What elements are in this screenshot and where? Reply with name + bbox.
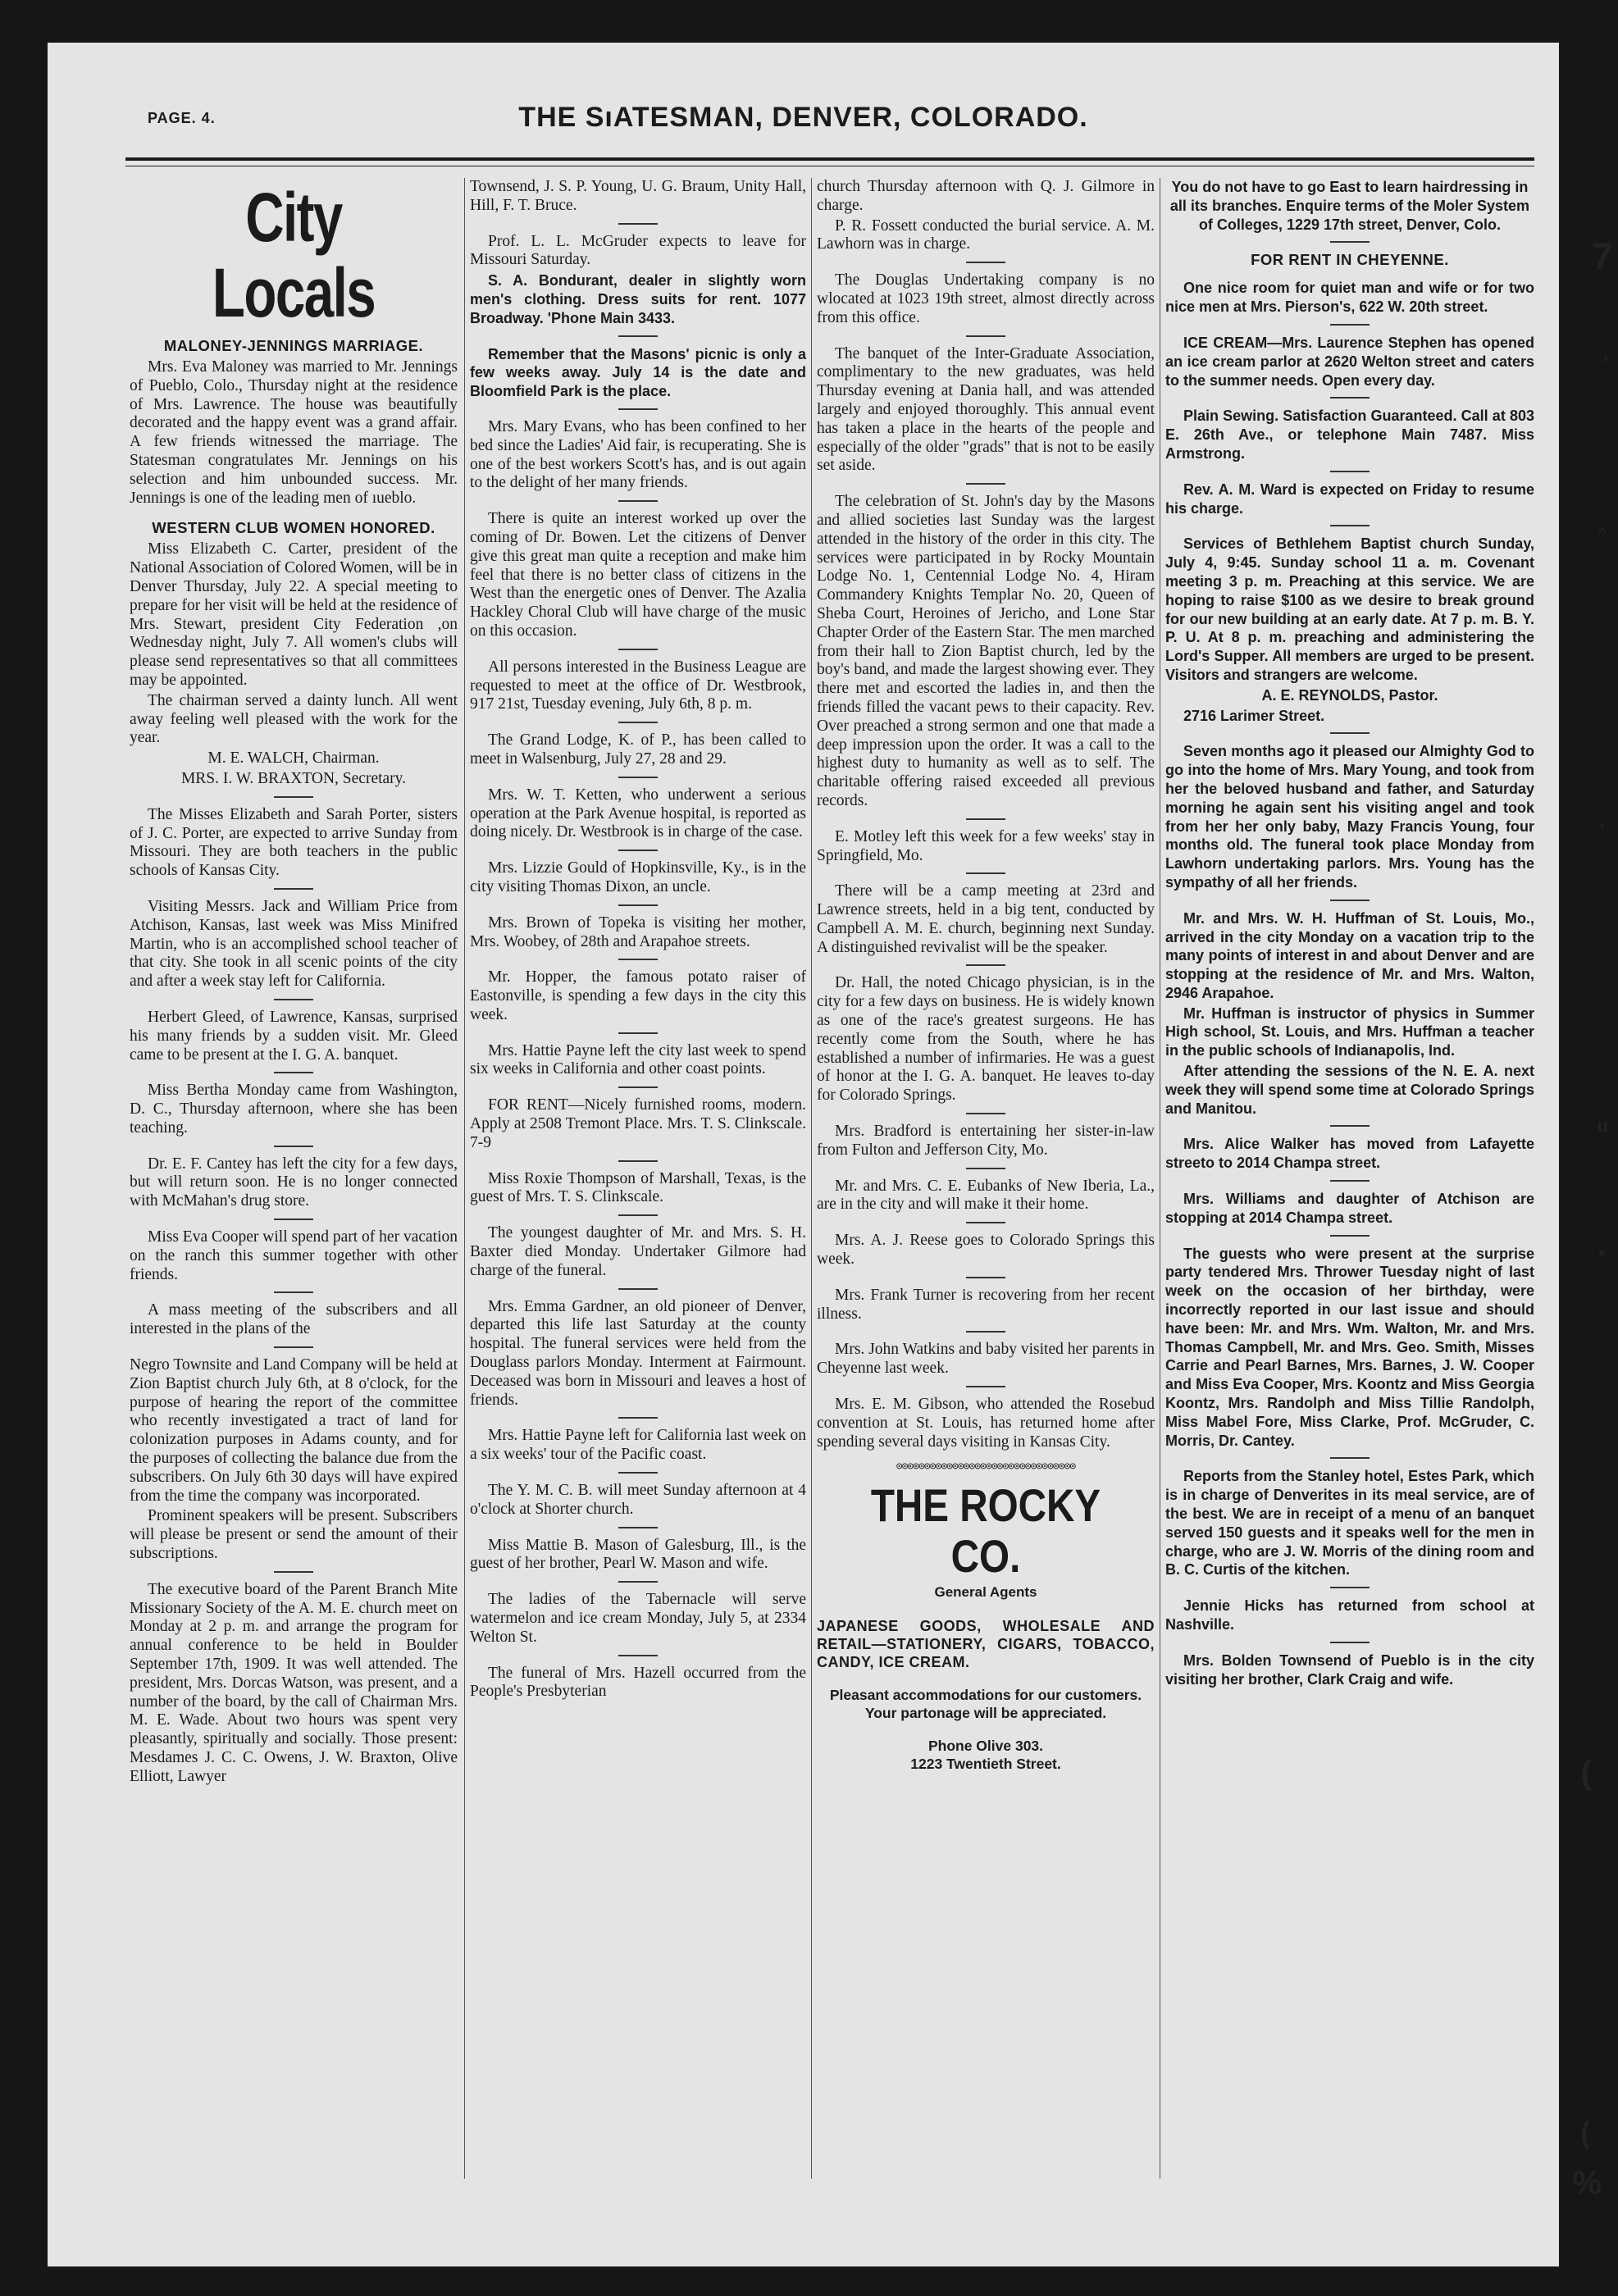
signature: MRS. I. W. BRAXTON, Secretary.: [180, 769, 407, 787]
edge-mark: (: [1580, 1755, 1592, 1791]
separator: [1330, 1457, 1370, 1459]
article-paragraph: Miss Eva Cooper will spend part of her vacation on the ranch this summer together with other friends.: [130, 1228, 458, 1283]
article-paragraph: Mrs. E. M. Gibson, who attended the Rosebud convention at St. Louis, has returned home after spending several days visiting in Kansas City.: [817, 1396, 1155, 1451]
separator: [618, 223, 658, 225]
article-paragraph: Negro Townsite and Land Company will be held at Zion Baptist church July 6th, at 8 o'clock, for the purpose of hearing the report of the committee who recently investigated a tract of land for colonization purposes in Adams county, and for the purposes of collecting the balance due from the subscribers. On July 6th 30 days will have expired from the time the company was incorporated.: [130, 1356, 458, 1505]
edge-mark: %: [1572, 2165, 1602, 2201]
advertisement: You do not have to go East to learn hairdressing in all its branches. Enquire terms of the Moler System of Colleges, 1229 17th street, Denver, Colo.: [1169, 179, 1530, 233]
article-paragraph: P. R. Fossett conducted the burial service. A. M. Lawhorn was in charge.: [817, 216, 1155, 253]
signature: A. E. REYNOLDS, Pastor.: [1261, 686, 1438, 704]
article-subhead: MALONEY-JENNINGS MARRIAGE.: [163, 337, 424, 354]
article-paragraph: Mr. and Mrs. C. E. Eubanks of New Iberia, La., are in the city and will make it their home.: [817, 1177, 1155, 1214]
article-paragraph: Mr. Huffman is instructor of physics in Summer High school, St. Louis, and Mrs. Huffman a teacher in the public schools of Indianapolis, Ind.: [1165, 1004, 1534, 1059]
article-paragraph: The chairman served a dainty lunch. All went away feeling well pleased with the work for the year.: [130, 691, 458, 747]
separator: [966, 1113, 1005, 1114]
article-paragraph: Mrs. Emma Gardner, an old pioneer of Denver, departed this life last Saturday at the county hospital. The funeral services were held from the Douglass parlors Monday. Interment at Fairmount. Deceased was born in Missouri and leaves a host of friends.: [470, 1297, 806, 1409]
separator: [618, 1527, 658, 1528]
rocky-co-advertisement: [817, 1458, 1155, 1773]
classified-ad: One nice room for quiet man and wife or for two nice men at Mrs. Pierson's, 622 W. 20th street.: [1165, 280, 1534, 316]
article-paragraph: church Thursday afternoon with Q. J. Gilmore in charge.: [817, 178, 1155, 214]
article-paragraph: Townsend, J. S. P. Young, U. G. Braum, Unity Hall, Hill, F. T. Bruce.: [470, 178, 806, 214]
article-subhead: WESTERN CLUB WOMEN HONORED.: [152, 519, 435, 537]
separator: [618, 1086, 658, 1088]
article-paragraph: The executive board of the Parent Branch Mite Missionary Society of the A. M. E. church meet on Monday at 2 p. m. and arrange the program for annual conference to be held in Boulder September 17th, 1909. It was well attended. The president, Mrs. Dorcas Watson, was present, and a number of the board, by the call of Chairman Mrs. M. E. Wade. About two hours was spent very pleasantly, spiritually and socially. Those present: Mesdames J. C. C. Owens, J. W. Braxton, Olive Elliott, Lawyer: [130, 1580, 458, 1785]
separator: [618, 904, 658, 906]
separator: [274, 1146, 313, 1147]
article-paragraph: E. Motley left this week for a few weeks' stay in Springfield, Mo.: [817, 827, 1155, 864]
ad-subtitle: General Agents: [934, 1584, 1037, 1601]
article-paragraph: Herbert Gleed, of Lawrence, Kansas, surprised his many friends by a sudden visit. Mr. Gleed came to be present at the I. G. A. banquet.: [130, 1008, 458, 1064]
article-paragraph: Miss Roxie Thompson of Marshall, Texas, is the guest of Mrs. T. S. Clinkscale.: [470, 1169, 806, 1206]
separator: [274, 1346, 313, 1348]
article-paragraph: Mrs. Bradford is entertaining her sister-in-law from Fulton and Jefferson City, Mo.: [817, 1123, 1155, 1159]
ad-title: THE ROCKY CO.: [870, 1479, 1101, 1583]
article-paragraph: Miss Mattie B. Mason of Galesburg, Ill., is the guest of her brother, Pearl W. Mason and wife.: [470, 1536, 806, 1573]
article-paragraph: Mrs. Frank Turner is recovering from her recent illness.: [817, 1286, 1155, 1323]
article-paragraph: Mrs. Alice Walker has moved from Lafayette streeto to 2014 Champa street.: [1165, 1136, 1534, 1172]
signature: 2716 Larimer Street.: [1183, 707, 1325, 724]
article-paragraph: The funeral of Mrs. Hazell occurred from the People's Presbyterian: [470, 1664, 806, 1701]
separator: [1330, 1642, 1370, 1643]
article-paragraph: Seven months ago it pleased our Almighty God to go into the home of Mrs. Mary Young, and took from her the beloved husband and father, and Saturday morning he again sent his visiting angel and took from her her only baby, Mazy Francis Young, four months old. The funeral took place Monday from Lawhorn undertaking parlors. Mrs. Young has the sympathy of all her friends.: [1165, 743, 1534, 891]
separator: [618, 1655, 658, 1656]
article-paragraph: A mass meeting of the subscribers and all interested in the plans of the: [130, 1301, 458, 1338]
article-paragraph: The Misses Elizabeth and Sarah Porter, sisters of J. C. Porter, are expected to arrive Sunday from Missouri. They are both teachers in the public schools of Kansas City.: [130, 805, 458, 880]
article-paragraph: The Y. M. C. B. will meet Sunday afternoon at 4 o'clock at Shorter church.: [470, 1482, 806, 1518]
article-paragraph: Mrs. Hattie Payne left for California last week on a six weeks' tour of the Pacific coast.: [470, 1427, 806, 1464]
edge-mark: ^: [1597, 525, 1607, 541]
article-subhead: FOR RENT IN CHEYENNE.: [1251, 251, 1449, 269]
separator: [618, 959, 658, 960]
article-paragraph: The guests who were present at the surprise party tendered Mrs. Thrower Tuesday night of last week on the occasion of her birthday, were incorrectly reported in our last issue and should have been: Mr. and Mrs. Wm. Walton, Mr. and Mrs. Thomas Campbell, Mr. and Mrs. Geo. Smith, Misses Carrie and Pearl Barnes, Mrs. Barnes, J. W. Cooper and Miss Eva Cooper, Mrs. Koontz and Miss Georgia Koontz, Mrs. Randolph and Miss Tillie Randolph, Miss Mabel Fore, Miss Clarke, Prof. McGruder, C. Morris, Dr. Cantey.: [1165, 1245, 1534, 1449]
separator: [274, 1219, 313, 1220]
separator: [966, 262, 1005, 263]
ad-address: 1223 Twentieth Street.: [910, 1756, 1061, 1773]
edge-mark: (: [1580, 2116, 1590, 2149]
article-paragraph: Mrs. Brown of Topeka is visiting her mother, Mrs. Woobey, of 28th and Arapahoe streets.: [470, 913, 806, 950]
masthead-rule-thick: [125, 157, 1534, 161]
separator: [966, 964, 1005, 966]
article-paragraph: Mrs. Williams and daughter of Atchison are stopping at 2014 Champa street.: [1165, 1191, 1534, 1226]
column-2: [470, 178, 806, 1703]
edge-mark: ‘: [1599, 820, 1605, 840]
article-paragraph: There will be a camp meeting at 23rd and Lawrence streets, held in a big tent, conducted by Campbell A. M. E. church, beginning next Sunday. A distinguished revivalist will be the speaker.: [817, 882, 1155, 956]
separator: [618, 1472, 658, 1474]
article-paragraph: After attending the sessions of the N. E. A. next week they will spend some time at Colorado Springs and Manitou.: [1165, 1063, 1534, 1117]
separator: [618, 722, 658, 723]
article-paragraph: Dr. E. F. Cantey has left the city for a few days, but will return soon. He is no longer connected with McMahan's drug store.: [130, 1155, 458, 1210]
column-3: [817, 178, 1155, 1773]
edge-mark: ‘: [1602, 353, 1608, 373]
separator: [618, 1288, 658, 1290]
separator: [966, 335, 1005, 337]
article-paragraph: Mrs. John Watkins and baby visited her parents in Cheyenne last week.: [817, 1341, 1155, 1378]
column-divider-1: [464, 178, 465, 2179]
article-paragraph: Mrs. Lizzie Gould of Hopkinsville, Ky., is in the city visiting Thomas Dixon, an uncle.: [470, 859, 806, 895]
separator: [1330, 397, 1370, 399]
separator: [966, 1277, 1005, 1278]
separator: [1330, 900, 1370, 901]
ad-phone: Phone Olive 303.: [928, 1738, 1044, 1755]
article-paragraph: Mrs. W. T. Ketten, who underwent a serious operation at the Park Avenue hospital, is reported as doing nicely. Dr. Westbrook is in charge of the case.: [470, 786, 806, 841]
separator: [274, 1072, 313, 1073]
separator: [966, 818, 1005, 820]
article-paragraph: Mrs. Mary Evans, who has been confined to her bed since the Ladies' Aid fair, is recuperating. She is one of the best workers Scott's has, and is out again to the delight of her many friends.: [470, 417, 806, 492]
separator: [618, 649, 658, 650]
article-paragraph: The celebration of St. John's day by the Masons and allied societies last Sunday was the largest attended in the history of the order in this city. The services were participated in by Rocky Mountain Lodge No. 1, Centennial Lodge No. 4, Hiram Commandery Knights Templar No. 20, Queen of Sheba Court, Heroines of Jericho, and Lone Star Chapter Order of the Eastern Star. The men marched from their hall to Zion Baptist church, led by the boy's band, and made the largest showing ever. They there met and escorted the ladies in, and then the friends filled the vacant pews to their capacity. Rev. Over preached a strong sermon and one that made a deep impression upon the order. It was a call to the highest duty to humanity as well as to self. The charitable offering raised exceeded all previous records.: [817, 493, 1155, 809]
article-paragraph: Services of Bethlehem Baptist church Sunday, July 4, 9:45. Sunday school 11 a. m. Covenant meeting 3 p. m. Preaching at this service. We are hoping to raise $100 as we desire to break ground for our new building at an early date. At 7 p. m. B. Y. P. U. At 8 p. m. preaching and administering the Lord's Supper. All members are urged to be present. Visitors and strangers are welcome.: [1165, 535, 1534, 683]
article-paragraph: Jennie Hicks has returned from school at Nashville.: [1165, 1597, 1534, 1633]
column-4: [1165, 178, 1534, 1690]
separator: [966, 1168, 1005, 1169]
edge-mark: u: [1597, 1115, 1608, 1136]
separator: [618, 1160, 658, 1162]
separator: [618, 850, 658, 851]
article-paragraph: Visiting Messrs. Jack and William Price from Atchison, Kansas, last week was Miss Minifred Martin, who is an accomplished school teacher of that city. She took in all scenic points of the city and after a week stay left for California.: [130, 897, 458, 991]
notice: Remember that the Masons' picnic is only a few weeks away. July 14 is the date and Bloomfield Park is the place.: [470, 345, 806, 400]
article-paragraph: Mrs. Hattie Payne left the city last week to spend six weeks in California and other coast points.: [470, 1041, 806, 1078]
article-paragraph: Rev. A. M. Ward is expected on Friday to resume his charge.: [1165, 481, 1534, 517]
article-paragraph: Dr. Hall, the noted Chicago physician, is in the city for a few days on business. He is widely known as one of the race's greatest surgeons. He has recently come from the South, where he has established a number of infirmaries. He was a guest of honor at the I. G. A. banquet. He leaves to-day for Colorado Springs.: [817, 974, 1155, 1105]
separator: [1330, 525, 1370, 526]
separator: [618, 1581, 658, 1583]
article-paragraph: Miss Bertha Monday came from Washington, D. C., Thursday afternoon, where she has been teaching.: [130, 1082, 458, 1137]
article-paragraph: Mr. Hopper, the famous potato raiser of Eastonville, is spending a few days in the city this week.: [470, 968, 806, 1023]
article-paragraph: The youngest daughter of Mr. and Mrs. S. H. Baxter died Monday. Undertaker Gilmore had charge of the funeral.: [470, 1224, 806, 1279]
separator: [618, 1032, 658, 1034]
separator: [1330, 1125, 1370, 1127]
newspaper-page: [48, 43, 1559, 2266]
separator: [966, 1331, 1005, 1332]
article-paragraph: The ladies of the Tabernacle will serve watermelon and ice cream Monday, July 5, at 2334 Welton St.: [470, 1591, 806, 1646]
column-divider-2: [811, 178, 812, 2179]
separator: [1330, 1587, 1370, 1588]
separator: [274, 999, 313, 1000]
article-paragraph: The Grand Lodge, K. of P., has been called to meet in Walsenburg, July 27, 28 and 29.: [470, 731, 806, 768]
signature: M. E. WALCH, Chairman.: [207, 749, 380, 768]
classified-ad: ICE CREAM—Mrs. Laurence Stephen has opened an ice cream parlor at 2620 Welton street and caters to the summer needs. Open every day.: [1165, 334, 1534, 389]
separator: [274, 796, 313, 798]
separator: [618, 408, 658, 410]
ad-accommodations: Pleasant accommodations for our customers. Your partonage will be appreciated.: [829, 1687, 1142, 1722]
classified-ad: FOR RENT—Nicely furnished rooms, modern. Apply at 2508 Tremont Place. Mrs. T. S. Clinkscale. 7-9: [470, 1096, 806, 1151]
article-paragraph: Mrs. Eva Maloney was married to Mr. Jennings of Pueblo, Colo., Thursday night at the residence of Mrs. Lawrence. The house was beautifully decorated and the happy event was a grand affair. A few friends witnessed the marriage. The Statesman congratulates Mr. Jennings on his selection and him unbounded success. Mr. Jennings is one of the leading men of ıueblo.: [130, 358, 458, 507]
separator: [1330, 1180, 1370, 1182]
column-1: [130, 178, 458, 1788]
article-paragraph: There is quite an interest worked up over the coming of Dr. Bowen. Let the citizens of Denver give this great man quite a reception and make him feel that there is no better class of citizens in the West than the energetic ones of Denver. The Azalia Hackley Choral Club will have charge of the music on this occasion.: [470, 510, 806, 640]
separator: [274, 1571, 313, 1573]
separator: [1330, 471, 1370, 472]
separator: [966, 1386, 1005, 1387]
separator: [1330, 241, 1370, 243]
separator: [274, 1292, 313, 1293]
section-heading: City Locals: [212, 179, 376, 331]
separator: [618, 335, 658, 337]
separator: [1330, 1235, 1370, 1237]
separator: [966, 1222, 1005, 1223]
separator: [618, 500, 658, 502]
article-paragraph: Miss Elizabeth C. Carter, president of the National Association of Colored Women, will be in Denver Thursday, July 22. A special meeting to prepare for her visit will be held at the residence of Mrs. Stewart, president City Federation ,on Wednesday night, July 7. All women's clubs will please send representatives so that all committees may be appointed.: [130, 540, 458, 689]
article-paragraph: All persons interested in the Business League are requested to meet at the office of Dr. Westbrook, 917 21st, Tuesday evening, July 6th, 8 p. m.: [470, 658, 806, 713]
separator: [618, 777, 658, 778]
edge-mark: •: [1598, 1242, 1605, 1263]
separator: [1330, 732, 1370, 734]
edge-mark: 7: [1592, 235, 1613, 277]
separator: [966, 872, 1005, 874]
article-paragraph: The banquet of the Inter-Graduate Association, complimentary to the new graduates, was held Thursday evening at Dania hall, and was attended largely and enjoyed thoroughly. This annual event has taken a place in the hearts of the people and especially of the older "grads" that is not to be easily set aside.: [817, 344, 1155, 475]
article-paragraph: Prof. L. L. McGruder expects to leave for Missouri Saturday.: [470, 232, 806, 269]
separator: [1330, 324, 1370, 326]
article-paragraph: Prominent speakers will be present. Subscribers will please be present or send the amount of their subscriptions.: [130, 1507, 458, 1563]
separator: [618, 1417, 658, 1419]
article-paragraph: Mr. and Mrs. W. H. Huffman of St. Louis, Mo., arrived in the city Monday on a vacation trip to the many points of interest in and about Denver and are stopping at the residence of Mr. and Mrs. Walton, 2946 Arapahoe.: [1165, 909, 1534, 1001]
masthead-title: THE SıATESMAN, DENVER, COLORADO.: [518, 102, 1088, 133]
separator: [274, 888, 313, 890]
page-number: PAGE. 4.: [148, 110, 216, 126]
advertisement: S. A. Bondurant, dealer in slightly worn men's clothing. Dress suits for rent. 1077 Broadway. 'Phone Main 3433.: [470, 272, 806, 326]
ad-border-ornament: ⊙⊙⊙⊙⊙⊙⊙⊙⊙⊙⊙⊙⊙⊙⊙⊙⊙⊙⊙⊙⊙⊙⊙⊙⊙⊙⊙⊙⊙⊙⊙⊙: [896, 1460, 1076, 1474]
article-paragraph: Mrs. A. J. Reese goes to Colorado Springs this week.: [817, 1232, 1155, 1269]
separator: [966, 483, 1005, 485]
article-paragraph: Reports from the Stanley hotel, Estes Park, which is in charge of Denverites in its meal service, are of the best. We are in receipt of a menu of an banquet served 150 guests and it speaks well for the men in charge, who are J. W. Morris of the dining room and B. C. Curtis of the kitchen.: [1165, 1468, 1534, 1578]
article-paragraph: The Douglas Undertaking company is no wlocated at 1023 19th street, almost directly across from this office.: [817, 271, 1155, 326]
ad-goods: JAPANESE GOODS, WHOLESALE AND RETAIL—STATIONERY, CIGARS, TOBACCO, CANDY, ICE CREAM.: [817, 1618, 1155, 1671]
classified-ad: Plain Sewing. Satisfaction Guaranteed. Call at 803 E. 26th Ave., or telephone Main 7487. Miss Armstrong.: [1165, 408, 1534, 462]
article-paragraph: Mrs. Bolden Townsend of Pueblo is in the city visiting her brother, Clark Craig and wife.: [1165, 1651, 1534, 1688]
separator: [618, 1214, 658, 1216]
